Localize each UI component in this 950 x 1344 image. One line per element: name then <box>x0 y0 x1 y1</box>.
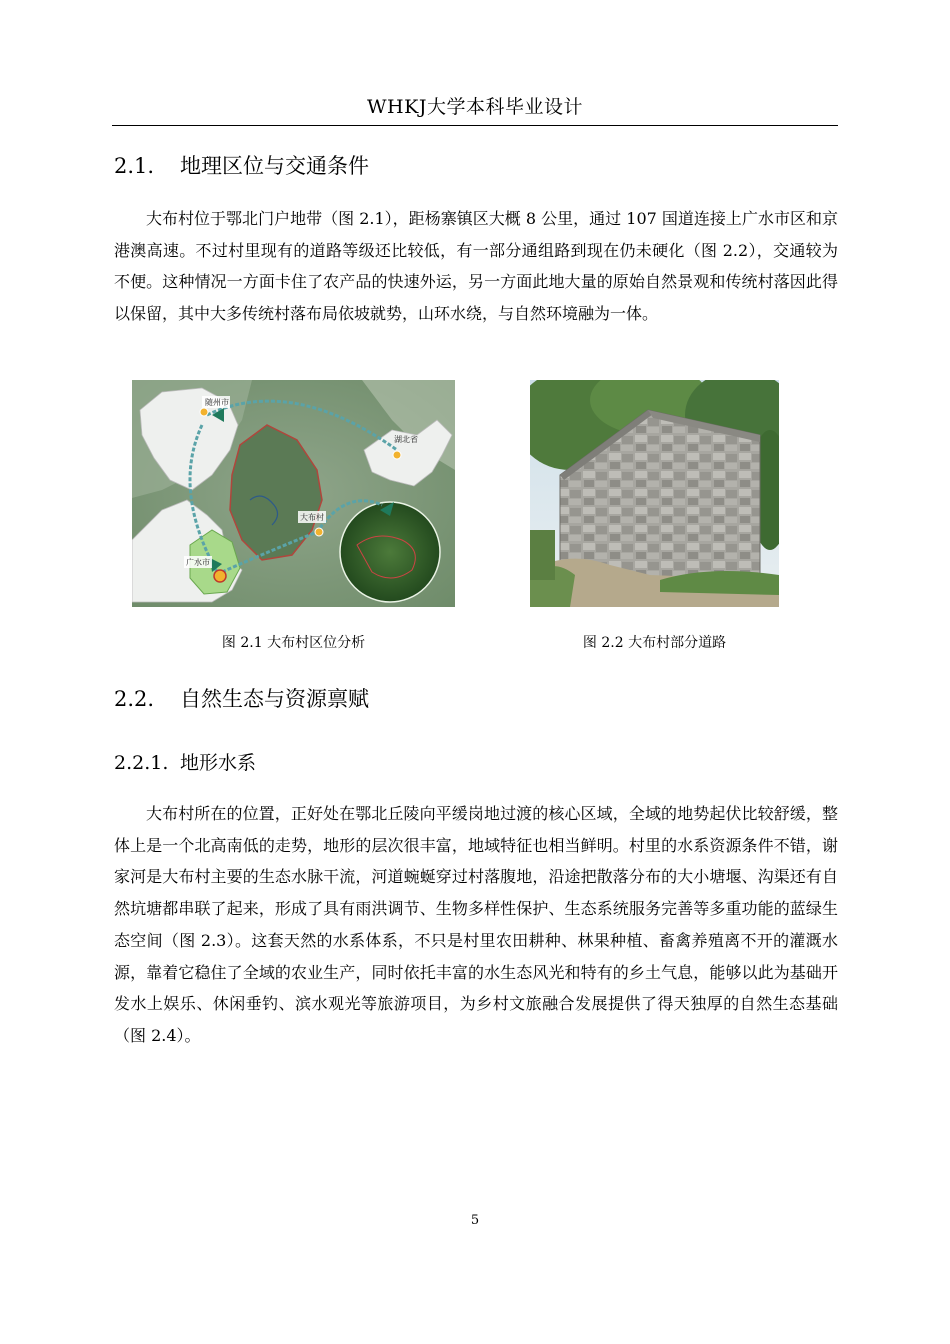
hubei-marker <box>393 451 401 459</box>
village-road-photo <box>530 380 779 607</box>
section-2-2-heading <box>114 683 369 713</box>
section-2-1-heading <box>114 150 369 180</box>
location-map-figure <box>132 380 455 607</box>
figure-2-1-caption: 图 2.1 大布村区位分析 <box>221 635 366 651</box>
figure-2-2-caption: 图 2.2 大布村部分道路 <box>582 635 727 651</box>
label-guangshui: 广水市 <box>186 558 210 567</box>
section-2-2-1-paragraph: 大布村所在的位置，正好处在鄂北丘陵向平缓岗地过渡的核心区域，全域的地势起伏比较舒缓，整体上是一个北高南低的走势，地形的层次很丰富，地域特征也相当鲜明。村里的水系资源条件不错，谢家河是大布村主要的生态水脉干流，河道蜿蜒穿过村落腹地，沿途把散落分布的大小塘堰、沟渠还有自然坑塘都串联了起来，形成了具有雨洪调节、生物多样性保护、生态系统服务完善等多重功能的蓝绿生态空间（图 2.3）。这套天然的水系体系，不只是村里农田耕种、林果种植、畜禽养殖离不开的灌溉水源，靠着它稳住了全域的农业生产，同时依托丰富的水生态风光和特有的乡土气息，能够以此为基础开发水上娱乐、休闲垂钓、滨水观光等旅游项目，为乡村文旅融合发展提供了得天独厚的自然生态基础（图 2.4）。 <box>114 804 838 1045</box>
page-header: WHKJ大学本科毕业设计 <box>367 96 583 118</box>
section-2-2-1-heading <box>114 748 256 775</box>
section-title: 自然生态与资源禀赋 <box>180 687 369 711</box>
subsection-number: 2.2.1. <box>114 752 169 774</box>
village-road-graphic <box>530 380 779 607</box>
section-number: 2.1. <box>114 154 155 178</box>
label-hubei: 湖北省 <box>394 435 418 444</box>
section-2-1-paragraph: 大布村位于鄂北门户地带（图 2.1），距杨寨镇区大概 8 公里，通过 107 国道连接上广水市区和京港澳高速。不过村里现有的道路等级还比较低，有一部分通组路到现在仍未硬化（图 2.2），交通较为不便。这种情况一方面卡住了农产品的快速外运，另一方面此地大量的原始自然景观和传统村落因此得以保留，其中大多传统村落布局依坡就势，山环水绕，与自然环境融为一体。 <box>114 209 838 324</box>
section-number: 2.2. <box>114 687 155 711</box>
section-title: 地理区位与交通条件 <box>180 154 369 178</box>
label-suizhou: 随州市 <box>205 398 229 407</box>
header-rule <box>112 125 838 126</box>
label-dabu: 大布村 <box>300 513 324 522</box>
village-zoom-circle <box>340 502 440 602</box>
guangshui-marker <box>214 570 226 582</box>
subsection-title: 地形水系 <box>180 752 257 774</box>
suizhou-marker <box>200 408 208 416</box>
dabu-marker <box>315 528 323 536</box>
page-number: 5 <box>470 1213 480 1228</box>
location-map-graphic <box>132 380 455 607</box>
